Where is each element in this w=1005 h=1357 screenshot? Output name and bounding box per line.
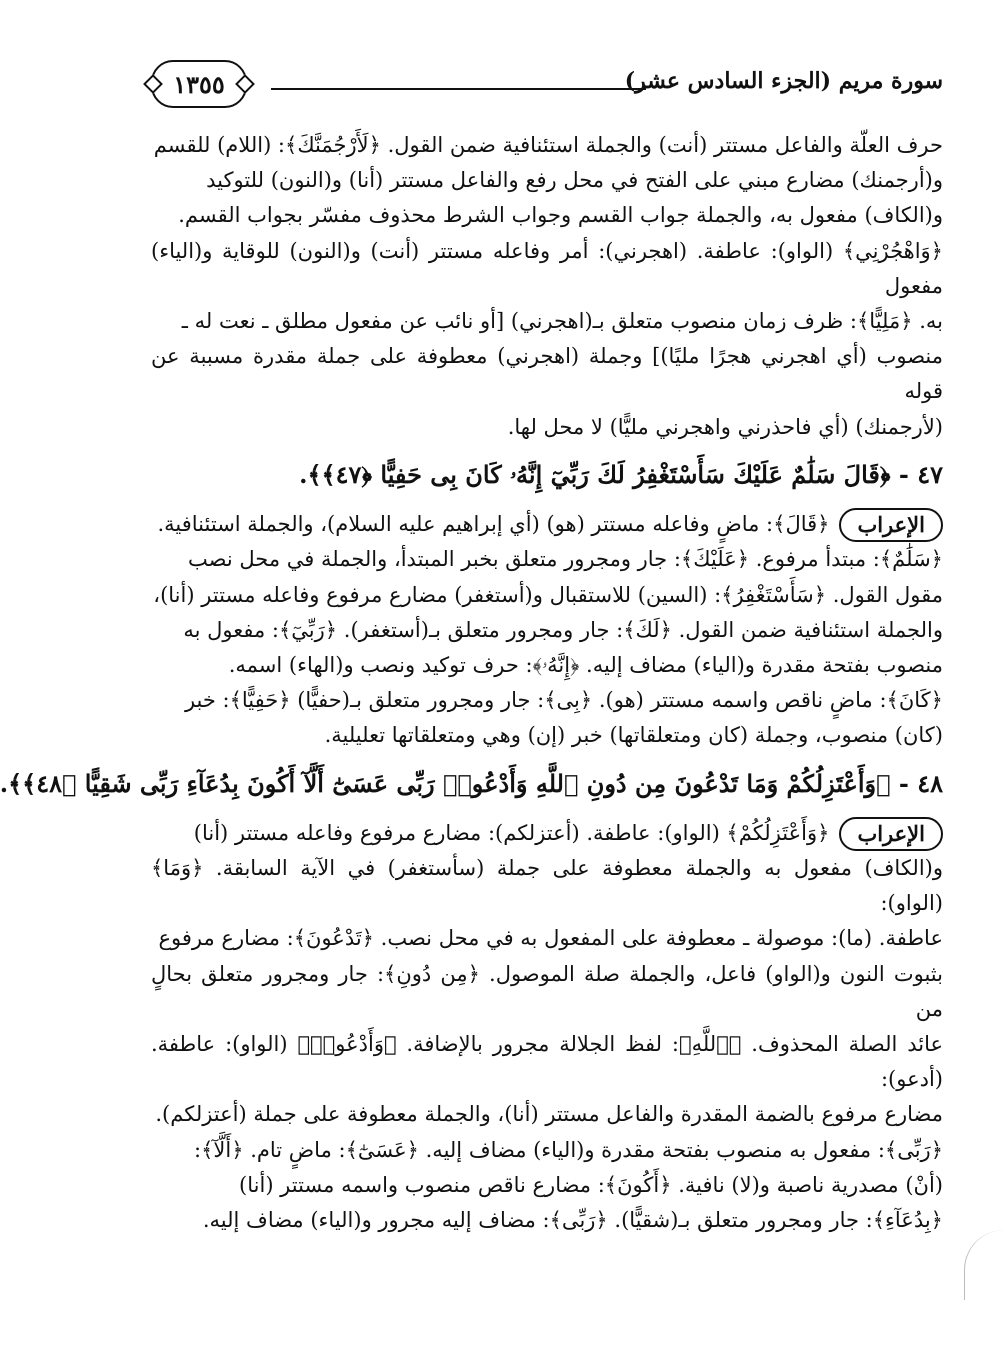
text-line: (كان) منصوب، وجملة (كان ومتعلقاتها) خبر (إن) وهي ومتعلقاتها تعليلية. [324, 723, 943, 748]
irab-line: ﴿قَالَ﴾: ماضٍ وفاعله مستتر (هو) (أي إبراهيم عليه السلام)، والجملة استئنافية. [157, 511, 830, 536]
text-line: منصوب بفتحة مقدرة و(الياء) مضاف إليه. ﴿إِنَّهُۥ﴾: حرف توكيد ونصب و(الهاء) اسمه. [228, 652, 943, 677]
irab-line: ﴿وَأَعْتَزِلُكُمْ﴾ (الواو): عاطفة. (أعتزلكم): مضارع مرفوع وفاعله مستتر (أنا) [193, 820, 830, 845]
text-line: والجملة استئنافية ضمن القول. ﴿لَكَ﴾: جار ومجرور متعلق بـ(أستغفر). ﴿رَبِّيٓ﴾: مفعول به [183, 617, 943, 642]
text-line: (أنْ) مصدرية ناصبة و(لا) نافية. ﴿أَكُونَ﴾: مضارع ناقص منصوب واسمه مستتر (أنا) [239, 1172, 943, 1197]
text-line: عائد الصلة المحذوف. ﴿ٱللَّهِ﴾: لفظ الجلالة مجرور بالإضافة. ﴿وَأَدْعُوا۟﴾ (الواو): عاطفة. (أدعو): [151, 1032, 943, 1092]
verse-47: ٤٧ - ﴿قَالَ سَلَٰمٌ عَلَيْكَ سَأَسْتَغْفِرُ لَكَ رَبِّيٓ إِنَّهُۥ كَانَ بِى حَفِيًّا ﴿٤٧﴾﴾. [299, 459, 943, 489]
header-rule [271, 88, 646, 90]
text-line: ﴿سَلَٰمٌ﴾: مبتدأ مرفوع. ﴿عَلَيْكَ﴾: جار ومجرور متعلق بخبر المبتدأ، والجملة في محل نصب [188, 547, 943, 572]
text-line: ﴿كَانَ﴾: ماضٍ ناقص واسمه مستتر (هو). ﴿بِى﴾: جار ومجرور متعلق بـ(حفيًّا) ﴿حَفِيًّا﴾: خبر [184, 688, 943, 713]
irab-label: الإعراب [839, 817, 943, 851]
page-header [151, 60, 943, 112]
text-line: و(الكاف) مفعول به، والجملة جواب القسم وجواب الشرط محذوف مفسّر بجواب القسم. [178, 203, 943, 228]
text-line [151, 816, 943, 852]
text-line: به. ﴿مَلِيًّا﴾: ظرف زمان منصوب متعلق بـ(اهجرني) [أو نائب عن مفعول مطلق ـ نعت له ـ [181, 309, 943, 334]
text-line: ﴿رَبِّى﴾: مفعول به منصوب بفتحة مقدرة و(الياء) مضاف إليه. ﴿عَسَىٰٓ﴾: ماضٍ تام. ﴿أَلَّآ﴾: [194, 1137, 943, 1162]
page-body [0, 128, 943, 1238]
text-line: حرف العلّة والفاعل مستتر (أنت) والجملة استئنافية ضمن القول. ﴿لَأَرْجُمَنَّكَ﴾: (اللام) للقسم [153, 133, 943, 157]
text-line: ﴿بِدُعَآءِ﴾: جار ومجرور متعلق بـ(شقيًّا). ﴿رَبِّى﴾: مضاف إليه مجرور و(الياء) مضاف إليه. [202, 1208, 943, 1233]
irab-label: الإعراب [839, 508, 943, 542]
text-line: بثبوت النون و(الواو) فاعل، والجملة صلة الموصول. ﴿مِن دُونِ﴾: جار ومجرور متعلق بحالٍ من [151, 961, 943, 1021]
text-line: مقول القول. ﴿سَأَسْتَغْفِرُ﴾: (السين) للاستقبال و(أستغفر) مضارع مرفوع وفاعله مستتر (أنا)، [153, 582, 943, 607]
page-number: ١٣٥٥ [151, 60, 247, 108]
running-title: سورة مريم (الجزء السادس عشر) [624, 68, 943, 94]
text-line: منصوب (أي اهجرني هجرًا مليًا)] وجملة (اهجرني) معطوفة على جملة مقدرة مسببة عن قوله [151, 344, 943, 404]
text-line: عاطفة. (ما): موصولة ـ معطوفة على المفعول به في محل نصب. ﴿تَدْعُونَ﴾: مضارع مرفوع [158, 926, 943, 951]
text-line: و(الكاف) مفعول به والجملة معطوفة على جملة (سأستغفر) في الآية السابقة. ﴿وَمَا﴾ (الواو): [151, 856, 943, 916]
text-line: و(أرجمنك) مضارع مبني على الفتح في محل رفع والفاعل مستتر (أنا) و(النون) للتوكيد [206, 168, 943, 193]
text-line: (لأرجمنك) (أي فاحذرني واهجرني مليًّا) لا محل لها. [507, 414, 943, 439]
text-line: مضارع مرفوع بالضمة المقدرة والفاعل مستتر (أنا)، والجملة معطوفة على جملة (أعتزلكم). [155, 1102, 943, 1127]
verse-48: ٤٨ - ﴿وَأَعْتَزِلُكُمْ وَمَا تَدْعُونَ مِن دُونِ ٱللَّهِ وَأَدْعُوا۟ رَبِّى عَسَىٰٓ أَلَّآ أَكُونَ بِدُعَآءِ رَبِّى شَقِيًّا ﴿٤٨﴾﴾. [0, 768, 943, 798]
text-line: ﴿وَاهْجُرْنِي﴾ (الواو): عاطفة. (اهجرني): أمر وفاعله مستتر (أنت) و(النون) للوقاية و(الياء) مفعول [151, 238, 943, 298]
text-line [151, 507, 943, 543]
page-curl-mark [964, 1230, 1005, 1300]
